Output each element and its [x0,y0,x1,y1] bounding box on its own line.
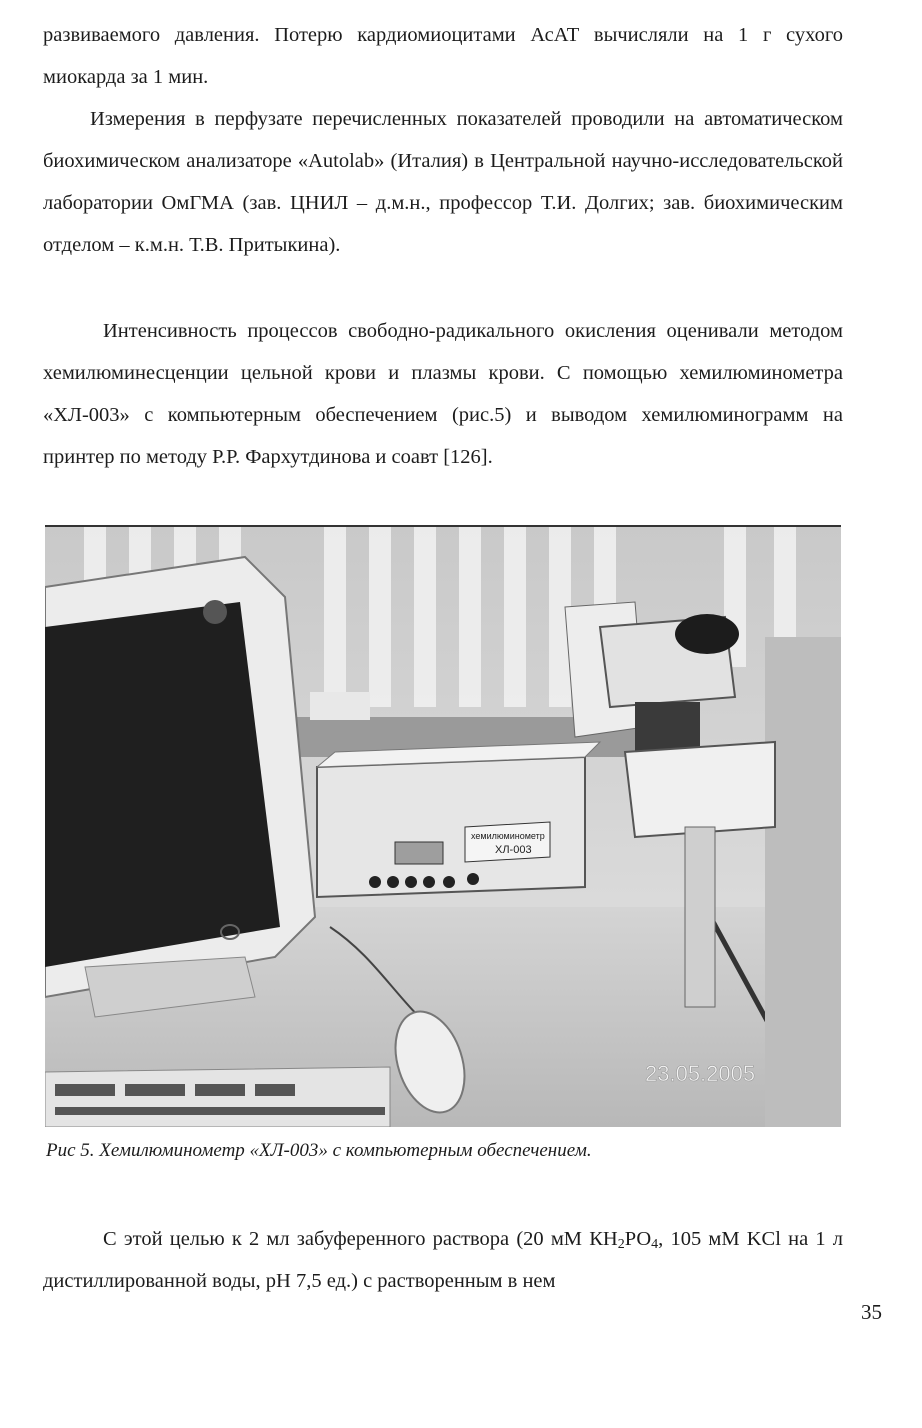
keyboard [45,1067,390,1127]
paragraph-3 [43,310,843,478]
paragraph-2-text: Измерения в перфузате перечисленных показателей проводили на автоматическом биохимическом анализаторе «Autolab» (Италия) в Центральной научно-исследовательской лаборатории ОмГМА (зав. ЦНИЛ – д.м.н., профессор Т.И. Долгих; зав. биохимическим отделом – к.м.н. Т.В. Притыкина). [43,108,843,256]
chemiluminometer-photo [45,527,841,1127]
device-display [395,842,443,864]
subscript-4: 4 [651,1237,659,1252]
chamber-knob-icon [675,614,739,654]
paragraph-3-text: Интенсивность процессов свободно-радикального окисления оценивали методом хемилюминесценции цельной крови и плазмы крови. С помощью хемилюминометра «ХЛ-003» с компьютерным обеспечением (рис.5) и выводом хемилюминограмм на принтер по методу Р.Р. Фархутдинова и соавт [126]. [43,320,843,468]
crt-monitor [45,557,315,1017]
paragraph-4 [43,1218,843,1302]
device-label-line2: ХЛ-003 [495,844,532,856]
paragraph-4-text-c: , 105 мМ KCl на 1 л дистиллированной воды, рН 7,5 ед.) с растворенным в нем [43,1228,843,1292]
sill-object [310,692,370,720]
figure-photo [45,525,841,1127]
paragraph-2 [43,98,843,266]
figure-caption: Рис 5. Хемилюминометр «ХЛ-003» с компьютерным обеспечением. [46,1140,592,1161]
paragraph-4-text-a: С этой целью к 2 мл забуференного раствора (20 мМ КН [103,1228,618,1250]
date-stamp: 23.05.2005 [645,1061,756,1086]
monitor-logo-icon [203,600,227,624]
right-wall [765,637,841,1127]
chemiluminometer-device [317,742,600,897]
device-label-line1: хемилюминометр [471,831,545,841]
page-number: 35 [861,1300,882,1324]
paragraph-4-text-b: РО [624,1228,652,1250]
paragraph-1: развиваемого давления. Потерю кардиомиоцитами АсАТ вычисляли на 1 г сухого миокарда за 1 мин. [43,24,843,88]
subscript-2: 2 [617,1237,625,1252]
